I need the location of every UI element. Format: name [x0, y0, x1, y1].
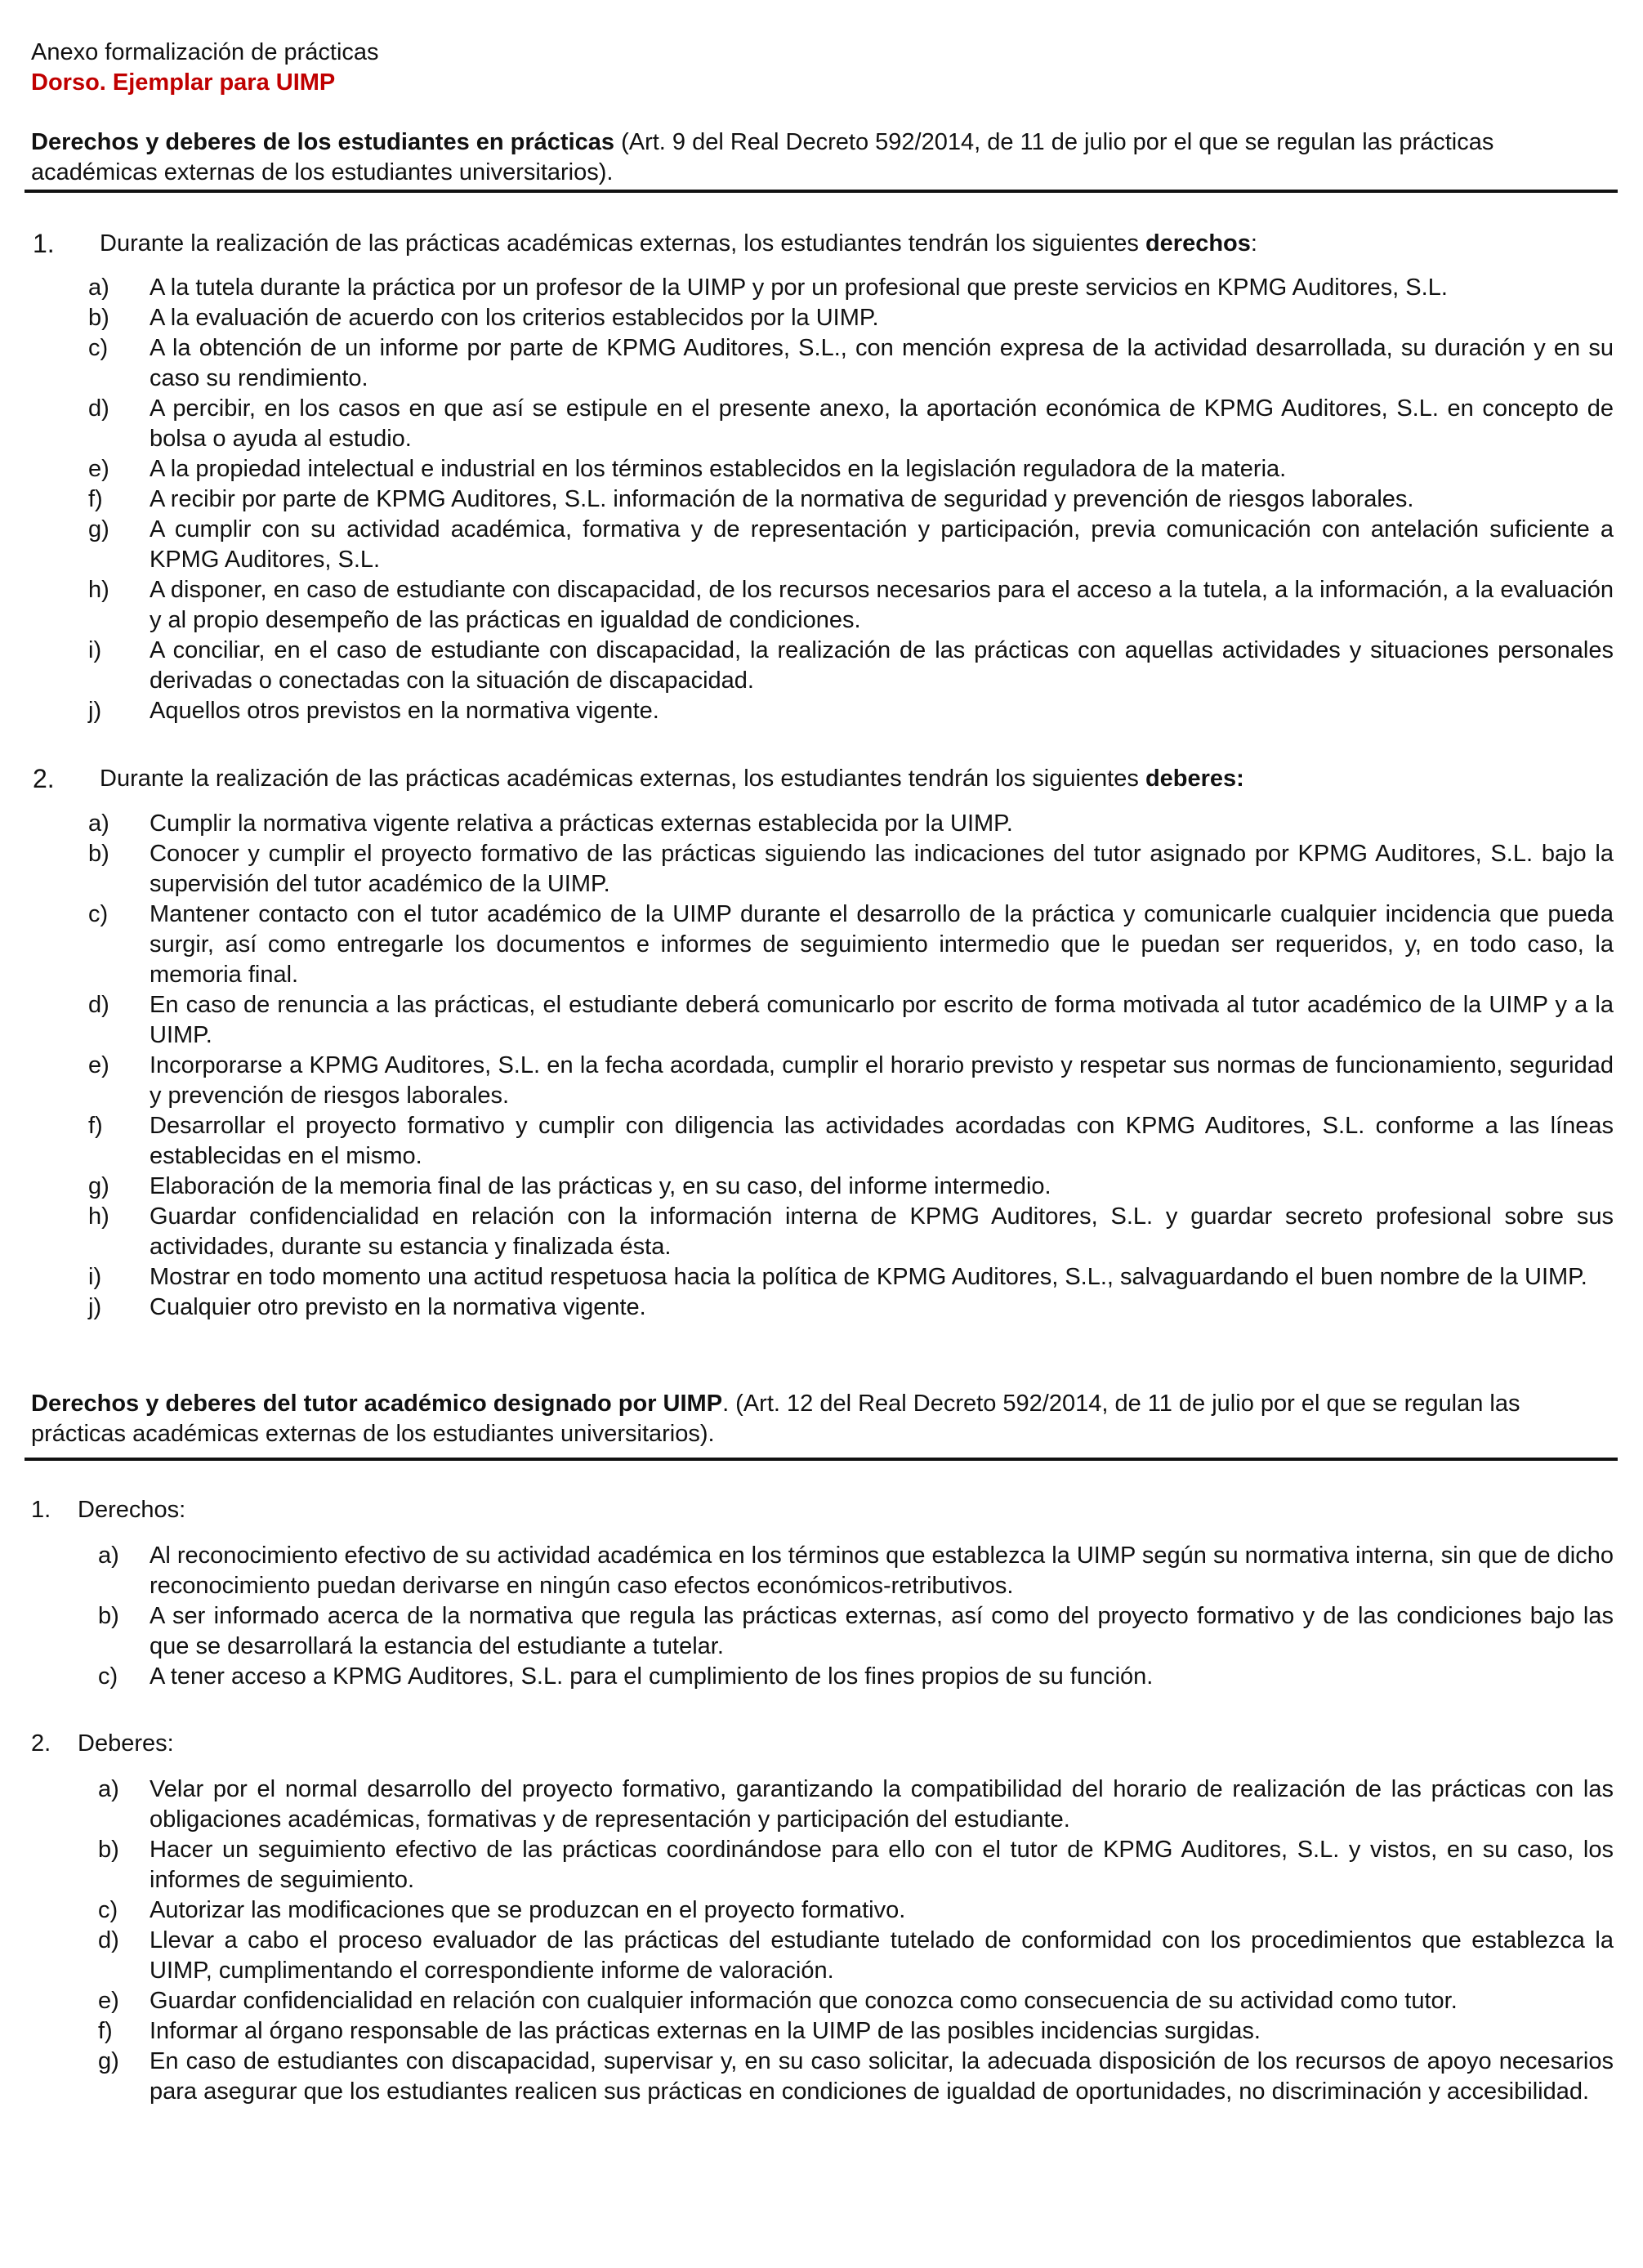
list-item-letter: j)	[88, 698, 102, 724]
list-item-text: A tener acceso a KPMG Auditores, S.L. para el cumplimiento de los fines propios de su función.	[150, 1663, 1154, 1690]
list-number: 2.	[33, 764, 55, 793]
list-item-letter: g)	[88, 1173, 109, 1199]
list-item-letter: a)	[88, 275, 109, 301]
list-item-letter: i)	[88, 637, 102, 663]
intro-text: Durante la realización de las prácticas académicas externas, los estudiantes tendrán los siguientes derechos:	[100, 230, 1257, 257]
list-item-letter: a)	[98, 1776, 119, 1802]
list-item-letter: f)	[88, 486, 103, 512]
document-subtitle: Dorso. Ejemplar para UIMP	[31, 69, 336, 96]
list-item-letter: d)	[98, 1927, 119, 1953]
section-divider	[25, 190, 1618, 193]
list-item-text: A recibir por parte de KPMG Auditores, S.L. información de la normativa de seguridad y prevención de riesgos laborales.	[150, 486, 1414, 512]
list-item-letter: b)	[88, 841, 109, 867]
list-number: 1.	[31, 1497, 51, 1523]
tutor-heading-citation: . (Art. 12 del Real Decreto 592/2014, de 11 de julio por el que se regulan las prácticas académicas externas de los estudiantes universitarios).	[31, 1391, 1520, 1447]
list-item-letter: b)	[98, 1603, 119, 1629]
document-title: Anexo formalización de prácticas	[31, 39, 379, 65]
list-item-text: Mostrar en todo momento una actitud respetuosa hacia la política de KPMG Auditores, S.L., salvaguardando el buen nombre de la UIMP.	[150, 1264, 1587, 1290]
list-item-text: Hacer un seguimiento efectivo de las prácticas coordinándose para ello con el tutor de KPMG Auditores, S.L. y vistos, en su caso, los informes de seguimiento.	[150, 1837, 1614, 1893]
list-item-letter: g)	[98, 2048, 119, 2074]
list-item-text: Desarrollar el proyecto formativo y cumplir con diligencia las actividades acordadas con KPMG Auditores, S.L. conforme a las líneas establecidas en el mismo.	[150, 1113, 1614, 1169]
list-item-letter: f)	[98, 2018, 113, 2044]
students-heading-citation: (Art. 9 del Real Decreto 592/2014, de 11 de julio por el que se regulan las prácticas académicas externas de los estudiantes universitarios).	[31, 129, 1494, 185]
list-item-letter: c)	[88, 335, 109, 361]
list-number: 1.	[33, 229, 55, 258]
list-item-text: Elaboración de la memoria final de las prácticas y, en su caso, del informe intermedio.	[150, 1173, 1051, 1199]
list-item-text: Cualquier otro previsto en la normativa vigente.	[150, 1294, 646, 1320]
list-item-text: A conciliar, en el caso de estudiante con discapacidad, la realización de las prácticas con aquellas actividades y situaciones personales derivadas o conectadas con la situación de discapacidad.	[150, 637, 1614, 694]
list-item-letter: h)	[88, 577, 109, 603]
list-item-letter: a)	[88, 810, 109, 837]
list-item-text: Informar al órgano responsable de las prácticas externas en la UIMP de las posibles incidencias surgidas.	[150, 2018, 1261, 2044]
list-item-letter: b)	[88, 305, 109, 331]
list-item-letter: h)	[88, 1203, 109, 1230]
list-item-letter: d)	[88, 992, 109, 1018]
list-item-letter: e)	[98, 1988, 119, 2014]
list-item-text: A cumplir con su actividad académica, formativa y de representación y participación, previa comunicación con antelación suficiente a KPMG Auditores, S.L.	[150, 516, 1614, 573]
list-item-letter: e)	[88, 456, 109, 482]
tutor-heading-bold: Derechos y deberes del tutor académico designado por UIMP	[31, 1391, 723, 1417]
list-item-text: Cumplir la normativa vigente relativa a prácticas externas establecida por la UIMP.	[150, 810, 1013, 837]
list-item-text: Al reconocimiento efectivo de su actividad académica en los términos que establezca la UIMP según su normativa interna, sin que de dicho reconocimiento puedan derivarse en ningún caso efectos económicos-retributivos.	[150, 1543, 1614, 1599]
list-item-text: En caso de estudiantes con discapacidad, supervisar y, en su caso solicitar, la adecuada disposición de los recursos de apoyo necesarios para asegurar que los estudiantes realicen sus prácticas en condiciones de igualdad de oportunidades, no discriminación y accesibilidad.	[150, 2048, 1614, 2105]
list-item-letter: c)	[98, 1897, 118, 1923]
list-item-letter: e)	[88, 1052, 109, 1078]
list-item-letter: b)	[98, 1837, 119, 1863]
list-item-text: Mantener contacto con el tutor académico de la UIMP durante el desarrollo de la práctica y comunicarle cualquier incidencia que pueda surgir, así como entregarle los documentos e informes de seguimiento intermedio que le puedan ser requeridos, y, en todo caso, la memoria final.	[150, 901, 1614, 988]
list-item-text: Autorizar las modificaciones que se produzcan en el proyecto formativo.	[150, 1897, 906, 1923]
intro-text: Durante la realización de las prácticas académicas externas, los estudiantes tendrán los siguientes deberes:	[100, 766, 1244, 792]
intro-text: Deberes:	[78, 1730, 174, 1757]
list-item-letter: f)	[88, 1113, 103, 1139]
list-item-text: Velar por el normal desarrollo del proyecto formativo, garantizando la compatibilidad del horario de realización de las prácticas con las obligaciones académicas, formativas y de representación y participación del estudiante.	[150, 1776, 1614, 1833]
list-item-letter: j)	[88, 1294, 102, 1320]
list-item-text: A ser informado acerca de la normativa que regula las prácticas externas, así como del proyecto formativo y de las condiciones bajo las que se desarrollará la estancia del estudiante a tutelar.	[150, 1603, 1614, 1659]
list-item-letter: c)	[98, 1663, 118, 1690]
list-item-letter: g)	[88, 516, 109, 542]
list-item-text: Aquellos otros previstos en la normativa vigente.	[150, 698, 659, 724]
list-item-text: A disponer, en caso de estudiante con discapacidad, de los recursos necesarios para el acceso a la tutela, a la información, a la evaluación y al propio desempeño de las prácticas en igualdad de condiciones.	[150, 577, 1614, 633]
list-number: 2.	[31, 1730, 51, 1757]
students-heading-bold: Derechos y deberes de los estudiantes en prácticas	[31, 129, 615, 155]
list-item-text: A la propiedad intelectual e industrial en los términos establecidos en la legislación reguladora de la materia.	[150, 456, 1287, 482]
list-item-text: Llevar a cabo el proceso evaluador de las prácticas del estudiante tutelado de conformidad con los procedimientos que establezca la UIMP, cumplimentando el correspondiente informe de valoración.	[150, 1927, 1614, 1984]
list-item-text: Incorporarse a KPMG Auditores, S.L. en la fecha acordada, cumplir el horario previsto y respetar sus normas de funcionamiento, seguridad y prevención de riesgos laborales.	[150, 1052, 1614, 1109]
list-item-letter: i)	[88, 1264, 102, 1290]
list-item-text: A la obtención de un informe por parte de KPMG Auditores, S.L., con mención expresa de la actividad desarrollada, su duración y en su caso su rendimiento.	[150, 335, 1614, 391]
tutor-section-heading	[31, 1389, 1616, 1449]
list-item-text: A la evaluación de acuerdo con los criterios establecidos por la UIMP.	[150, 305, 879, 331]
list-item-letter: d)	[88, 395, 109, 422]
section-divider	[25, 1458, 1618, 1461]
intro-text: Derechos:	[78, 1497, 186, 1523]
list-item-letter: c)	[88, 901, 109, 927]
list-item-text: A la tutela durante la práctica por un profesor de la UIMP y por un profesional que preste servicios en KPMG Auditores, S.L.	[150, 275, 1448, 301]
list-item-text: A percibir, en los casos en que así se estipule en el presente anexo, la aportación económica de KPMG Auditores, S.L. en concepto de bolsa o ayuda al estudio.	[150, 395, 1614, 452]
list-item-text: En caso de renuncia a las prácticas, el estudiante deberá comunicarlo por escrito de forma motivada al tutor académico de la UIMP y a la UIMP.	[150, 992, 1614, 1048]
students-section-heading	[31, 127, 1616, 188]
list-item-text: Conocer y cumplir el proyecto formativo de las prácticas siguiendo las indicaciones del tutor asignado por KPMG Auditores, S.L. bajo la supervisión del tutor académico de la UIMP.	[150, 841, 1614, 897]
list-item-text: Guardar confidencialidad en relación con la información interna de KPMG Auditores, S.L. y guardar secreto profesional sobre sus actividades, durante su estancia y finalizada ésta.	[150, 1203, 1614, 1260]
list-item-letter: a)	[98, 1543, 119, 1569]
list-item-text: Guardar confidencialidad en relación con cualquier información que conozca como consecuencia de su actividad como tutor.	[150, 1988, 1458, 2014]
